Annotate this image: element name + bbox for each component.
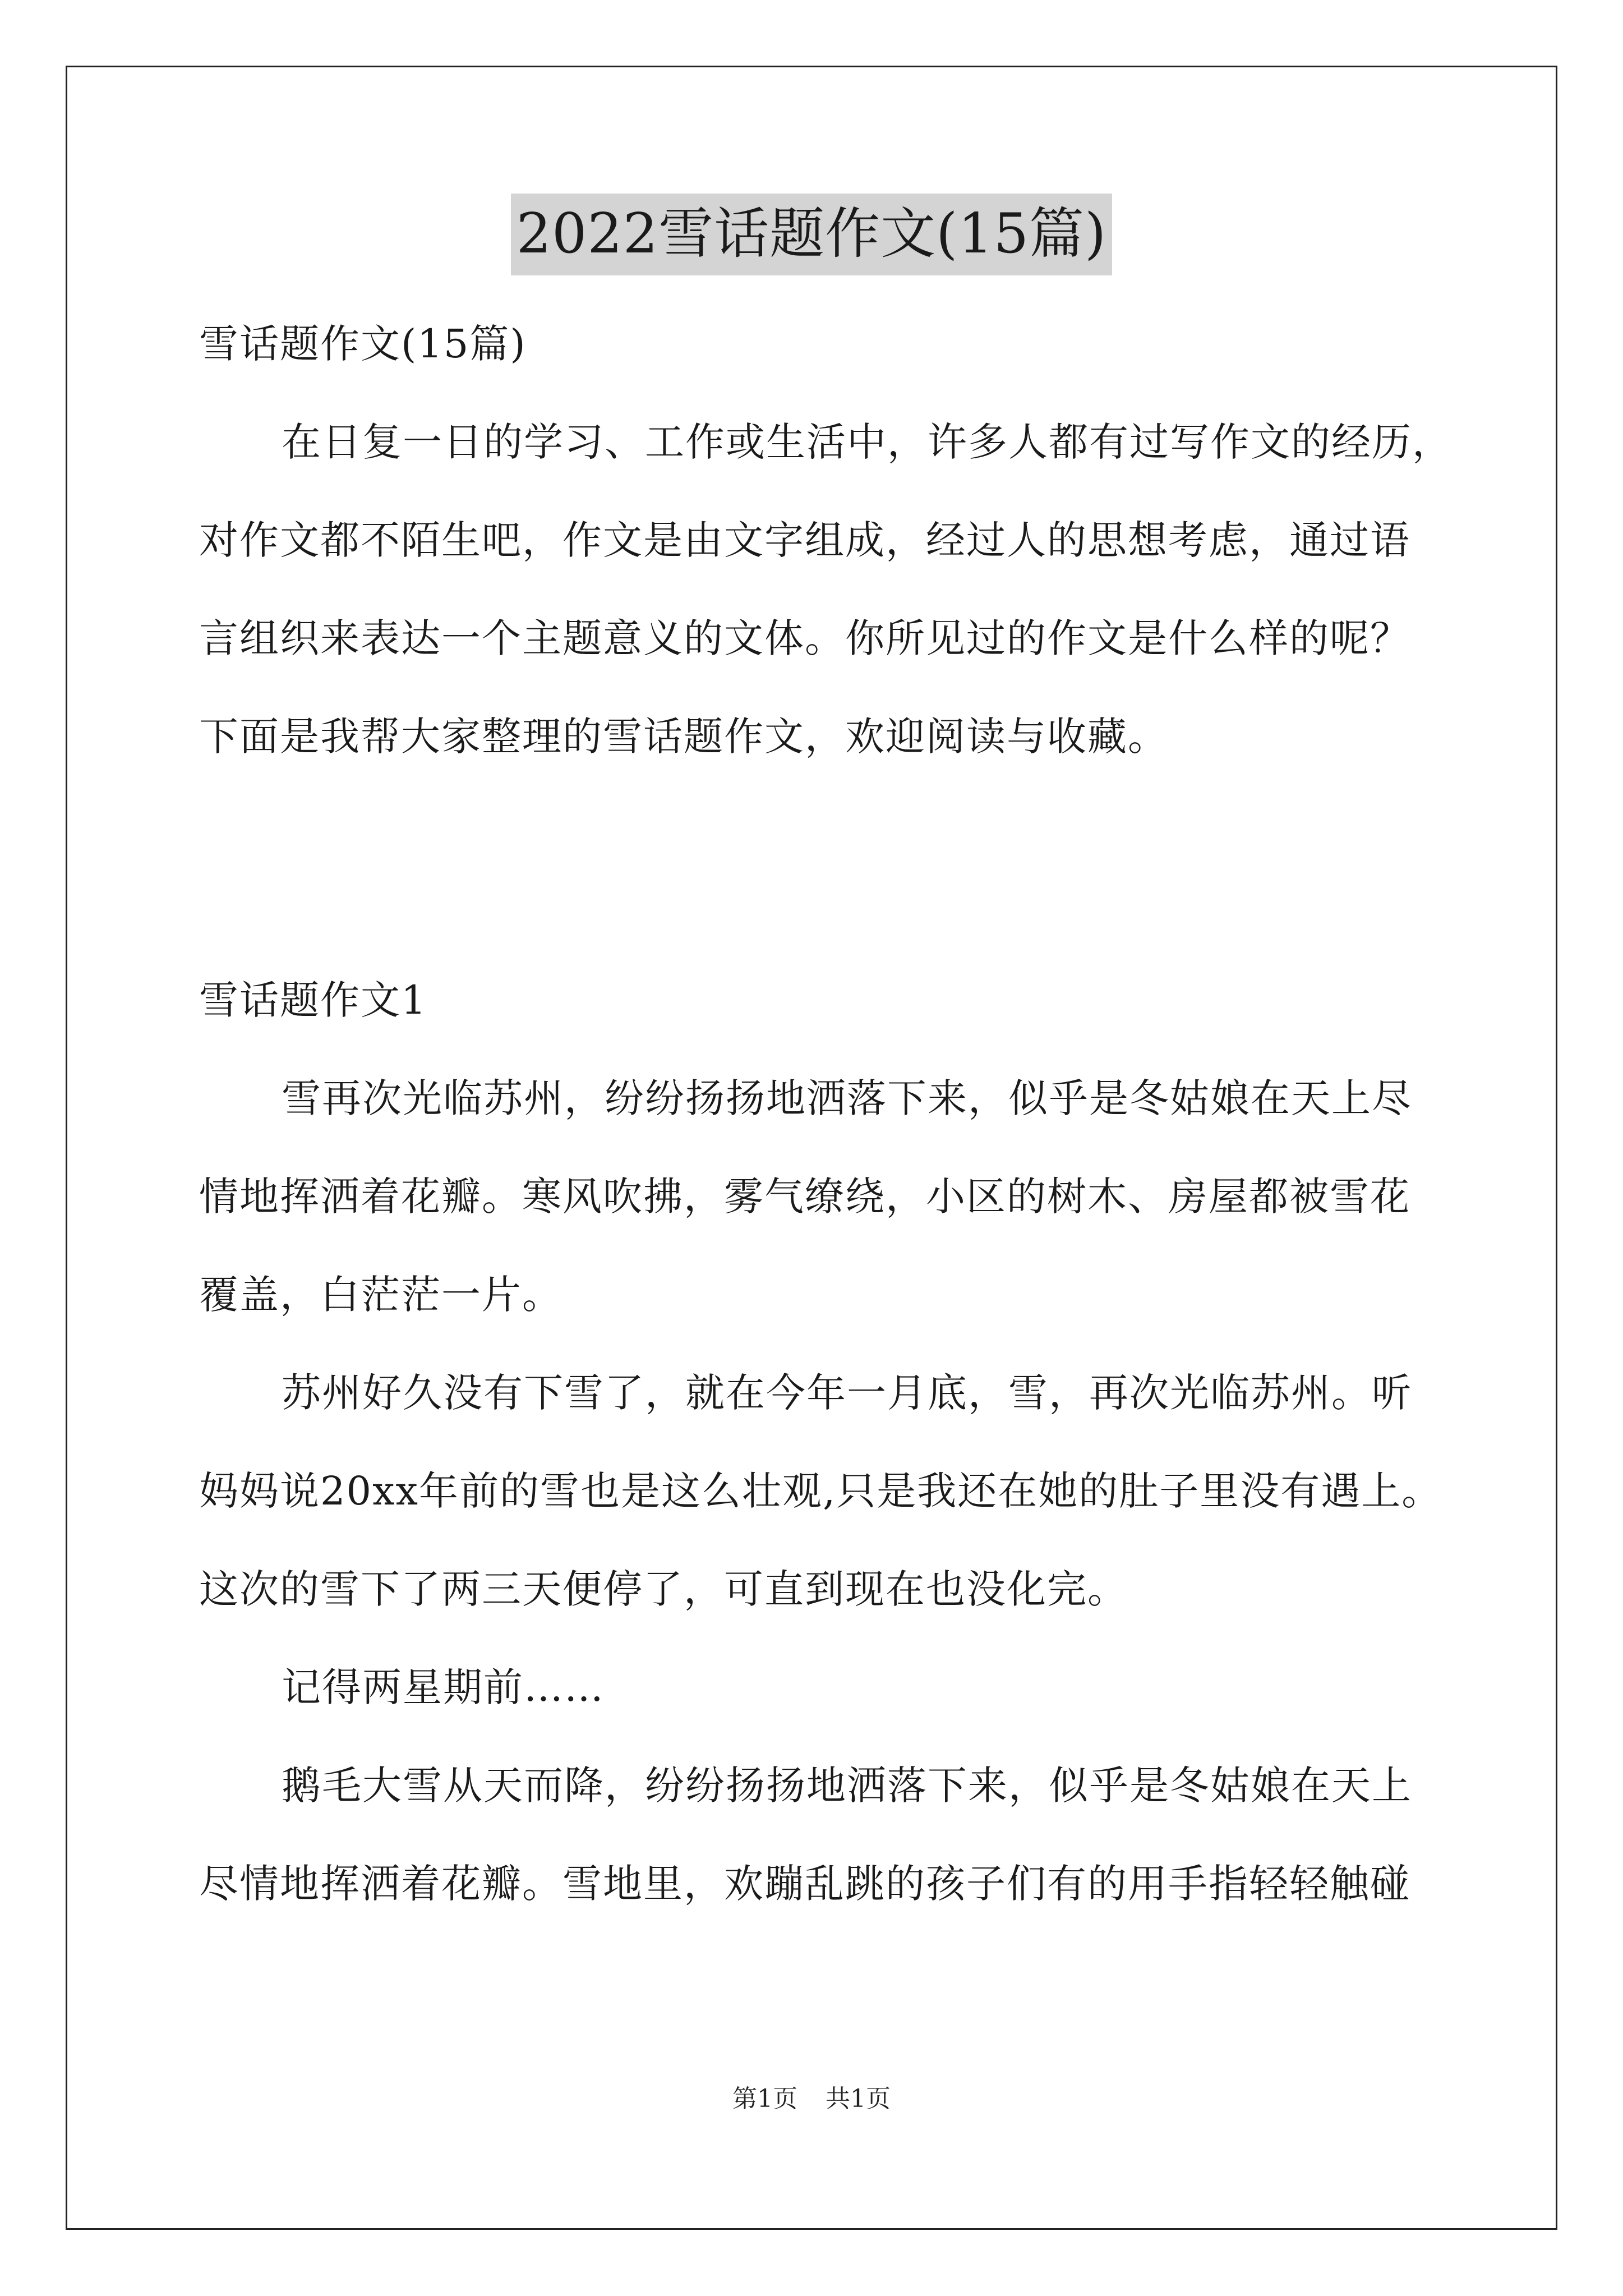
intro-line: 下面是我帮大家整理的雪话题作文，欢迎阅读与收藏。 [199, 714, 1168, 760]
intro-line: 在日复一日的学习、工作或生活中，许多人都有过写作文的经历， [282, 419, 1453, 465]
intro-line: 对作文都不陌生吧，作文是由文字组成，经过人的思想考虑，通过语 [199, 517, 1410, 563]
paragraph-line: 尽情地挥洒着花瓣。雪地里，欢蹦乱跳的孩子们有的用手指轻轻触碰 [199, 1861, 1410, 1907]
paragraph-line: 记得两星期前…… [282, 1664, 605, 1710]
intro-line: 言组织来表达一个主题意义的文体。你所见过的作文是什么样的呢？ [199, 615, 1410, 661]
paragraph-line: 情地挥洒着花瓣。寒风吹拂，雾气缭绕，小区的树木、房屋都被雪花 [199, 1174, 1410, 1220]
paragraph-line: 鹅毛大雪从天而降，纷纷扬扬地洒落下来，似乎是冬姑娘在天上 [282, 1763, 1412, 1809]
paragraph-line: 妈妈说20xx年前的雪也是这么壮观,只是我还在她的肚子里没有遇上。 [199, 1468, 1442, 1514]
paragraph-line: 这次的雪下了两三天便停了，可直到现在也没化完。 [199, 1566, 1128, 1612]
page-footer [0, 2082, 1623, 2116]
paragraph-line: 雪再次光临苏州，纷纷扬扬地洒落下来，似乎是冬姑娘在天上尽 [282, 1075, 1412, 1121]
paragraph-line: 苏州好久没有下雪了，就在今年一月底，雪，再次光临苏州。听 [282, 1370, 1412, 1416]
paragraph-line: 覆盖，白茫茫一片。 [199, 1272, 562, 1318]
document-title: 2022雪话题作文(15篇) [511, 194, 1113, 275]
section-heading: 雪话题作文1 [199, 977, 427, 1023]
subtitle: 雪话题作文(15篇) [199, 321, 527, 367]
title-container [0, 194, 1623, 275]
page-total: 共1页 [826, 2085, 891, 2113]
page-number: 第1页 [732, 2085, 797, 2113]
